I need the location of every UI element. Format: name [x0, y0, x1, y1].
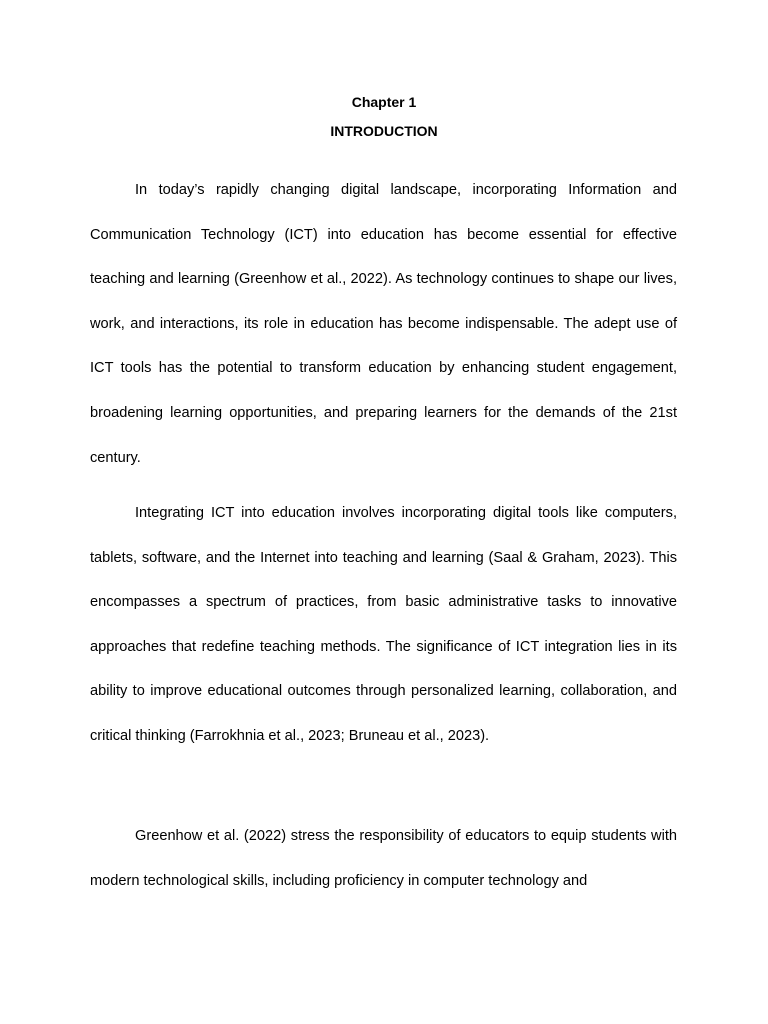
chapter-title-heading: INTRODUCTION: [330, 123, 438, 139]
body-paragraph-2: Integrating ICT into education involves incorporating digital tools like computers, tablets, software, and the Internet into teaching and learning (Saal & Graham, 2023). This encompasses a spectrum of practices, from basic administrative tasks to innovative approaches that redefine teaching methods. The significance of ICT integration lies in its ability to improve educational outcomes through personalized learning, collaboration, and critical thinking (Farrokhnia et al., 2023; Bruneau et al., 2023).: [90, 505, 677, 744]
body-paragraph-1: In today’s rapidly changing digital landscape, incorporating Information and Communication Technology (ICT) into education has become essential for effective teaching and learning (Greenhow et al., 2022). As technology continues to shape our lives, work, and interactions, its role in education has become indispensable. The adept use of ICT tools has the potential to transform education by enhancing student engagement, broadening learning opportunities, and preparing learners for the demands of the 21st century.: [90, 182, 677, 466]
body-paragraph-3: Greenhow et al. (2022) stress the responsibility of educators to equip students with modern technological skills, including proficiency in computer technology and: [90, 828, 677, 889]
chapter-number-heading: Chapter 1: [351, 94, 417, 110]
